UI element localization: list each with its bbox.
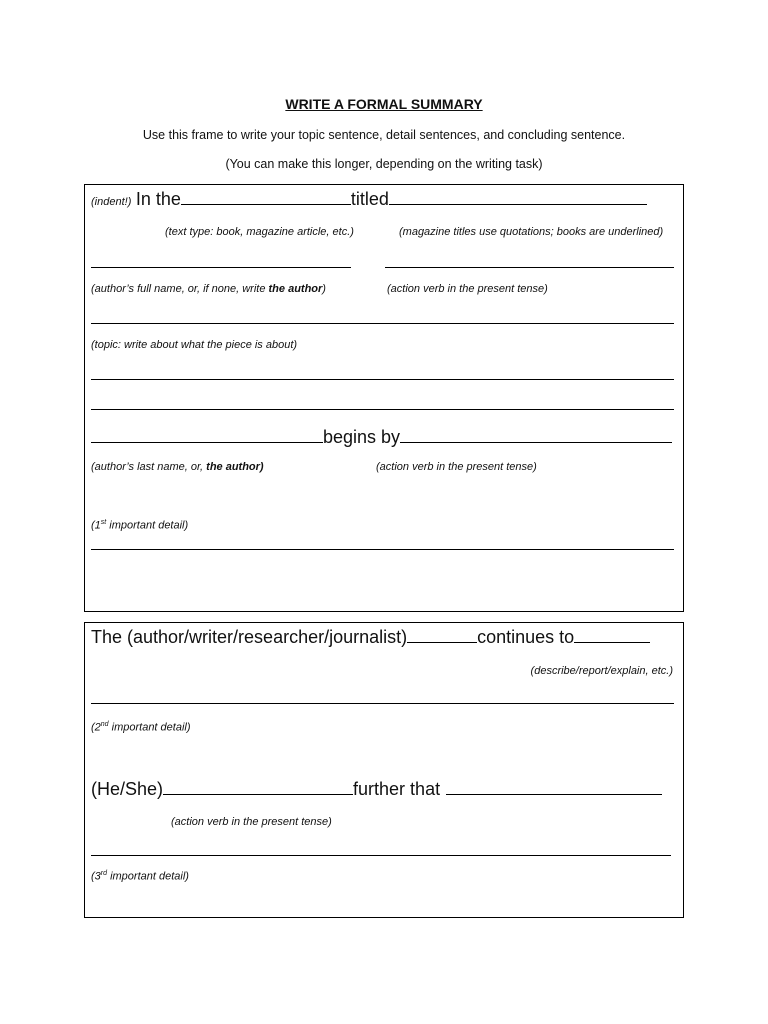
- begins-by-label: begins by: [323, 427, 401, 447]
- magazine-hint: (magazine titles use quotations; books are underlined): [399, 226, 664, 238]
- detail-2-blank[interactable]: [91, 703, 674, 704]
- summary-frame-details: [84, 622, 684, 918]
- last-name-hint: (author’s last name, or, the author): [91, 461, 264, 473]
- in-the-label: In the: [135, 189, 181, 209]
- instruction-note: (You can make this longer, depending on the writing task): [225, 157, 543, 171]
- describe-hint: (describe/report/explain, etc.): [530, 665, 673, 677]
- detail-1-blank[interactable]: [91, 549, 674, 550]
- indent-note: (indent!): [91, 196, 132, 208]
- topic-line-3[interactable]: [91, 409, 674, 410]
- continues-prefix: The (author/writer/researcher/journalist): [91, 627, 408, 647]
- continues-to-blank[interactable]: [574, 628, 650, 643]
- begins-by-blank[interactable]: [400, 428, 672, 443]
- action-verb-hint-2: (action verb in the present tense): [376, 461, 537, 473]
- titled-label: titled: [350, 189, 389, 209]
- detail-2-label: (2nd important detail): [91, 721, 191, 734]
- last-name-blank[interactable]: [91, 428, 323, 443]
- action-verb-hint: (action verb in the present tense): [387, 283, 548, 295]
- instruction-text: Use this frame to write your topic sentence, detail sentences, and concluding sentence.: [142, 128, 626, 142]
- continues-row: [91, 627, 650, 648]
- intro-sentence-row: [91, 189, 647, 210]
- detail-3-blank[interactable]: [91, 855, 671, 856]
- continues-to-label: continues to: [477, 627, 575, 647]
- title-blank[interactable]: [389, 190, 647, 205]
- topic-blank[interactable]: [91, 323, 674, 324]
- text-type-hint: (text type: book, magazine article, etc.): [165, 226, 354, 238]
- topic-line-2[interactable]: [91, 379, 674, 380]
- detail-3-label: (3rd important detail): [91, 870, 189, 883]
- begins-by-row: [91, 427, 672, 448]
- topic-hint: (topic: write about what the piece is about): [91, 339, 298, 351]
- detail-1-label: (1st important detail): [91, 519, 189, 532]
- he-she-label: (He/She): [91, 779, 164, 799]
- author-role-blank[interactable]: [407, 628, 477, 643]
- text-type-blank[interactable]: [181, 190, 351, 205]
- action-verb-blank[interactable]: [385, 267, 674, 268]
- author-hint: (author’s full name, or, if none, write the author): [91, 283, 326, 295]
- summary-frame-intro: [84, 184, 684, 612]
- page-title: WRITE A FORMAL SUMMARY: [285, 96, 483, 112]
- further-row: [91, 779, 662, 800]
- further-that-blank[interactable]: [446, 780, 662, 795]
- further-that-label: further that: [353, 779, 441, 799]
- action-verb-hint-3: (action verb in the present tense): [171, 816, 332, 828]
- action-verb-blank-2[interactable]: [163, 780, 353, 795]
- author-blank[interactable]: [91, 267, 351, 268]
